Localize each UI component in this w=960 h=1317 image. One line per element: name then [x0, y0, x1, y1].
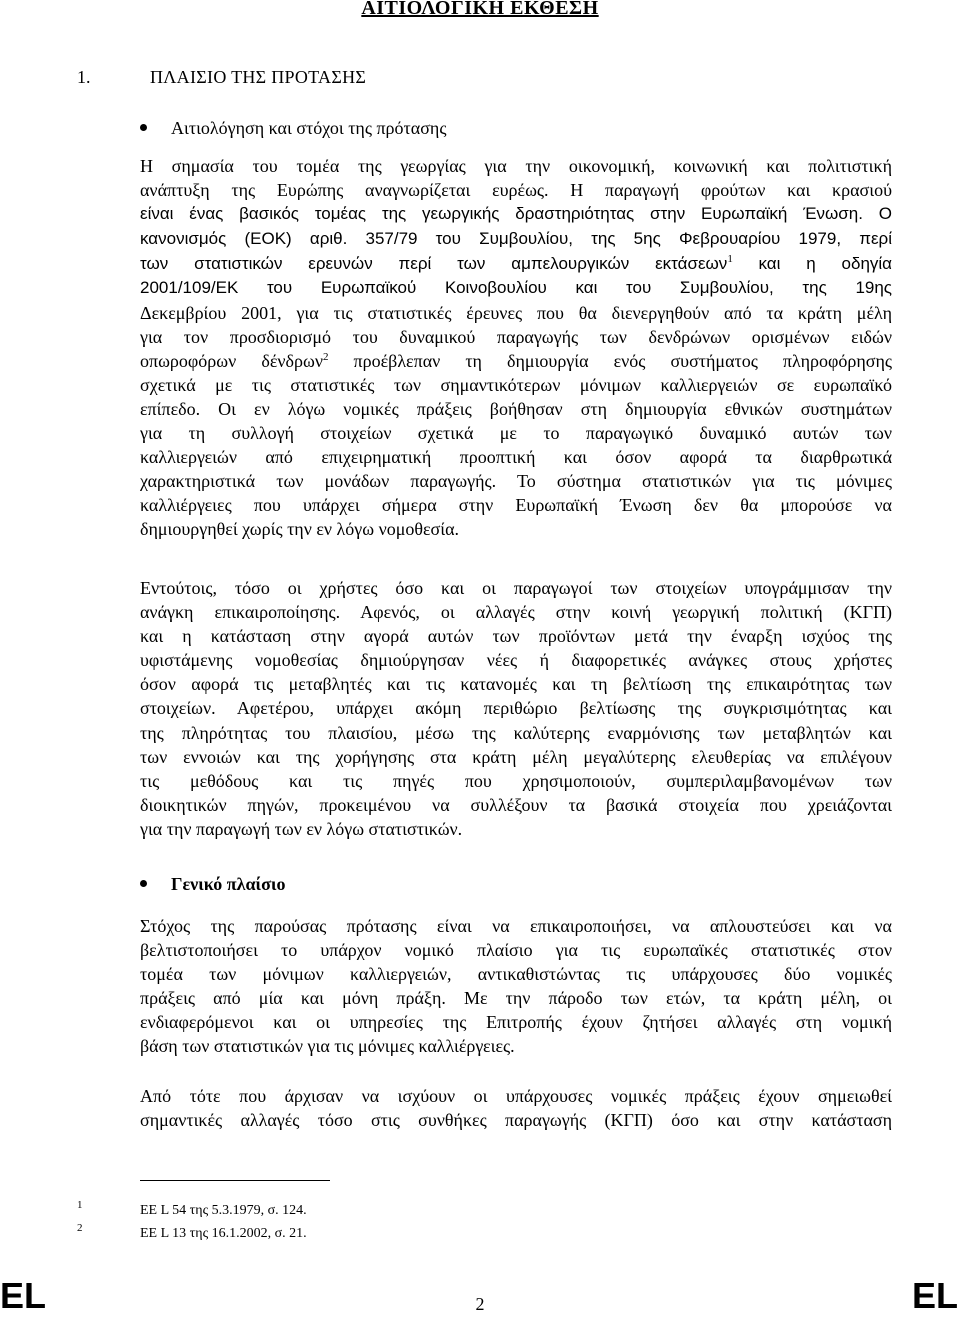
text-line: για τη συλλογή στοιχείων σχετικά με το παραγωγικό δυναμικό αυτών των	[140, 423, 892, 444]
text-line: βάση των στατιστικών για τις μόνιμες καλλιέργειες.	[140, 1036, 515, 1057]
bullet-icon	[140, 880, 147, 887]
footer-language-right: EL	[911, 1275, 958, 1316]
text-line: για τον προσδιορισμό του δυναμικού παραγωγής των δενδρώνων ορισμένων ειδών	[140, 326, 892, 347]
text-line: τις μεθόδους και τις πηγές που χρησιμοποιούν, συμπεριλαμβανομένων των	[140, 770, 892, 791]
text-line: σημαντικές αλλαγές τόσο στις συνθήκες παραγωγής (ΚΓΠ) όσο και στην κατάσταση	[140, 1110, 892, 1131]
text-line: είναι ένας βασικός τομέας της γεωργικής δραστηριότητας στην Ευρωπαϊκή Ένωση. Ο	[140, 204, 892, 224]
text-line: ενδιαφερόμενοι και οι υπηρεσίες της Επιτροπής έχουν ζητήσει αλλαγές στη νομική	[140, 1012, 892, 1033]
section-heading	[77, 66, 366, 88]
text-segment: των στατιστικών ερευνών περί των αμπελουργικών εκτάσεων	[140, 254, 728, 274]
text-line: καλλιεργειών από επιχειρηματική προοπτική και όσον αφορά τα διαρθρωτικά	[140, 447, 892, 468]
text-line: στοιχείων. Αφετέρου, υπάρχει ακόμη περιθώριο βελτίωσης της συγκρισιμότητας και	[140, 698, 892, 719]
paragraph-rationale-2	[140, 576, 892, 841]
text-segment: οπωροφόρων δένδρων	[140, 350, 323, 371]
text-line: βελτιστοποιήσει το υπάρχον νομικό πλαίσιο για τις ευρωπαϊκές στατιστικές στον	[140, 940, 892, 961]
text-line: τομέα των μόνιμων καλλιεργειών, αντικαθιστώντας τις υπάρχουσες δύο νομικές	[140, 964, 892, 985]
footnote-mark: 1	[77, 1199, 83, 1211]
text-line: όσον αφορά τις μεταβλητές και τις κατανομές και τη βελτίωση της επικαιρότητας των	[140, 674, 892, 695]
text-line: ανάπτυξη της Ευρώπης αναγνωρίζεται ευρέως. Η παραγωγή φρούτων και κρασιού	[140, 180, 892, 201]
subsection-heading-rationale	[140, 117, 446, 139]
text-line: Εντούτοις, τόσο οι χρήστες όσο και οι παραγωγοί των στοιχείων υπογράμμισαν την	[140, 578, 892, 598]
bullet-icon	[140, 124, 147, 131]
text-line: καλλιέργειες που υπάρχει σήμερα στην Ευρωπαϊκή Ένωση δεν θα μπορούσε να	[140, 495, 892, 516]
section-title: ΠΛΑΙΣΙΟ ΤΗΣ ΠΡΟΤΑΣΗΣ	[150, 67, 367, 87]
text-line	[140, 251, 892, 276]
footnote-ref[interactable]: 1	[727, 253, 733, 266]
text-line: και η κατάσταση στην αγορά αυτών των προϊόντων μετά την έναρξη ισχύος της	[140, 626, 892, 647]
text-line: των εννοιών και της χορήγησης στα κράτη μέλη μεγαλύτερης ελευθερίας να επιλέγουν	[140, 746, 892, 767]
document-title: ΑΙΤΙΟΛΟΓΙΚΗ ΕΚΘΕΣΗ	[361, 0, 599, 19]
subsection-title: Αιτιολόγηση και στόχοι της πρότασης	[171, 118, 447, 138]
text-segment: προέβλεπαν τη δημιουργία ενός συστήματος πληροφόρησης	[353, 350, 893, 371]
subsection-title: Γενικό πλαίσιο	[171, 874, 286, 894]
footer-language-left: EL	[0, 1275, 47, 1316]
paragraph-general-2	[140, 1084, 892, 1132]
text-line: Στόχος της παρούσας πρότασης είναι να επικαιροποιήσει, να απλουστεύσει και να	[140, 916, 892, 936]
footnote-text: ΕΕ L 54 της 5.3.1979, σ. 124.	[140, 1203, 307, 1218]
paragraph-rationale-1	[140, 154, 892, 542]
text-line: της πληρότητας του πλαισίου, μέσω της καλύτερης εναρμόνισης των μεταβλητών και	[140, 722, 892, 743]
page-number: 2	[475, 1294, 485, 1314]
text-line	[140, 349, 892, 373]
text-line: υφιστάμενης νομοθεσίας δημιούργησαν νέες ή διαφορετικές ανάγκες στους χρήστες	[140, 650, 892, 671]
text-line: ανάγκη επικαιροποίησης. Αφενός, οι αλλαγές στην κοινή γεωργική πολιτική (ΚΓΠ)	[140, 602, 892, 623]
text-line: διοικητικών πηγών, προκειμένου να συλλέξουν τα βασικά στοιχεία που χρειάζονται	[140, 794, 892, 815]
text-line: Δεκεμβρίου 2001, για τις στατιστικές έρευνες που θα διενεργηθούν από τα κράτη μέλη	[140, 302, 892, 323]
text-line: πράξεις από μία και μόνη πράξη. Με την πάροδο των ετών, τα κράτη μέλη, οι	[140, 988, 892, 1009]
text-line: για την παραγωγή των εν λόγω στατιστικών.	[140, 818, 463, 839]
subsection-heading-general-context	[140, 873, 285, 895]
text-line: δημιουργηθεί χωρίς την εν λόγω νομοθεσία.	[140, 519, 460, 540]
text-line: επίπεδο. Οι εν λόγω νομικές πράξεις βοήθησαν στη δημιουργία εθνικών συστημάτων	[140, 398, 892, 419]
footnote-text: ΕΕ L 13 της 16.1.2002, σ. 21.	[140, 1226, 307, 1241]
footnote-separator	[140, 1180, 330, 1181]
text-line: χαρακτηριστικά των μονάδων παραγωγής. Το σύστημα στατιστικών για τις μόνιμες	[140, 471, 892, 492]
text-line: σχετικά με τις στατιστικές των σημαντικότερων μόνιμων καλλιεργειών σε ευρωπαϊκό	[140, 374, 892, 395]
footnote-ref[interactable]: 2	[322, 350, 329, 363]
text-line: Από τότε που άρχισαν να ισχύουν οι υπάρχουσες νομικές πράξεις έχουν σημειωθεί	[140, 1086, 892, 1106]
text-segment: και η οδηγία	[758, 254, 892, 274]
text-line: 2001/109/ΕΚ του Ευρωπαϊκού Κοινοβουλίου και του Συμβουλίου, της 19ης	[140, 278, 892, 298]
text-segment: κανονισμός (ΕΟΚ) αριθ. 357/79 του Συμβουλίου, της 5ης Φεβρουαρίου 1979, περί	[140, 229, 892, 249]
footnote-mark: 2	[77, 1222, 83, 1234]
text-line: Η σημασία του τομέα της γεωργίας για την οικονομική, κοινωνική και πολιτιστική	[140, 156, 892, 176]
paragraph-general-1	[140, 914, 892, 1059]
text-line	[140, 226, 892, 251]
section-number: 1.	[77, 67, 91, 87]
